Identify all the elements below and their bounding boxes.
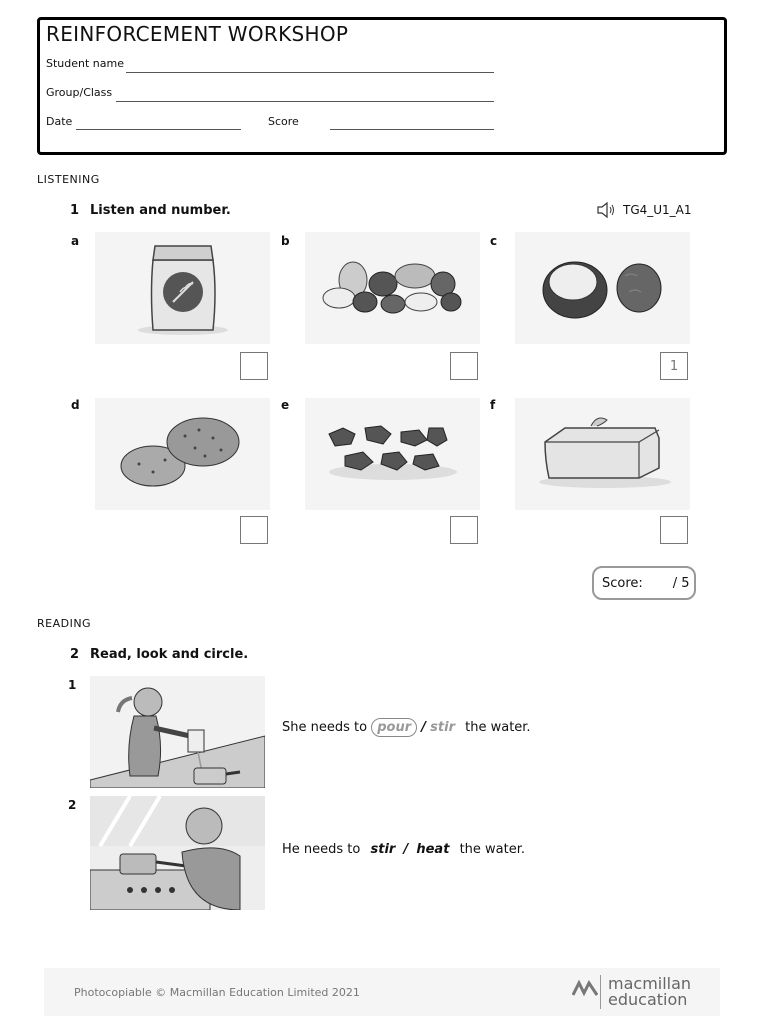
- group-class-field[interactable]: [116, 101, 494, 102]
- reading-item-1-number: 1: [68, 678, 77, 692]
- dried-fruit-image: [305, 398, 480, 510]
- question-2-number: 2: [70, 647, 80, 662]
- logo-line-2: education: [608, 990, 688, 1009]
- coconut-image: [515, 232, 690, 344]
- item-d-letter: d: [71, 398, 80, 412]
- student-name-label: Student name: [46, 57, 124, 70]
- logo-line-1: macmillan: [608, 974, 692, 993]
- item-f-letter: f: [490, 398, 496, 412]
- item-a-answer-box[interactable]: [240, 352, 268, 380]
- reading-item-1-sentence: [282, 720, 531, 735]
- item-b-answer-box[interactable]: [450, 352, 478, 380]
- speaker-icon[interactable]: [596, 200, 618, 220]
- copyright-text: Photocopiable © Macmillan Education Limited 2021: [74, 986, 360, 999]
- score-field[interactable]: [330, 129, 494, 130]
- reading-item-1-before: She needs to: [282, 720, 368, 735]
- date-label: Date: [46, 115, 73, 128]
- question-1-number: 1: [70, 203, 80, 218]
- listening-score-label: Score:: [602, 575, 643, 591]
- reading-item-2-number: 2: [68, 798, 77, 812]
- flour-bag-image: [95, 232, 270, 344]
- boy-heating-water-image: [90, 796, 265, 910]
- cookies-image: [95, 398, 270, 510]
- nuts-image: [305, 232, 480, 344]
- reading-item-2-after: the water.: [459, 842, 526, 857]
- listening-score-total: / 5: [672, 575, 690, 591]
- item-c-letter: c: [490, 234, 498, 248]
- question-1-title: Listen and number.: [90, 203, 231, 218]
- reading-item-2-before: He needs to: [282, 842, 361, 857]
- reading-item-2-option-stir[interactable]: stir: [370, 842, 396, 857]
- date-field[interactable]: [76, 129, 241, 130]
- listening-section-label: LISTENING: [37, 173, 100, 186]
- question-2-title: Read, look and circle.: [90, 647, 249, 662]
- item-a-letter: a: [71, 234, 80, 248]
- worksheet-title: REINFORCEMENT WORKSHOP: [46, 22, 349, 46]
- item-b-letter: b: [281, 234, 290, 248]
- item-d-answer-box[interactable]: [240, 516, 268, 544]
- publisher-logo-text: [608, 976, 691, 1008]
- reading-item-1-option-stir[interactable]: stir: [430, 720, 455, 735]
- reading-item-1-option-pour-circled[interactable]: pour: [371, 718, 417, 737]
- audio-track-id: TG4_U1_A1: [623, 203, 692, 217]
- reading-item-2-separator: /: [403, 842, 409, 857]
- reading-section-label: READING: [37, 617, 92, 630]
- student-name-field[interactable]: [126, 72, 494, 73]
- macmillan-logo-icon: [572, 978, 598, 998]
- listening-score-box: [592, 566, 696, 600]
- group-class-label: Group/Class: [46, 86, 113, 99]
- item-e-letter: e: [281, 398, 290, 412]
- reading-item-2-sentence: [282, 842, 525, 857]
- reading-item-1-separator: /: [421, 720, 427, 735]
- reading-item-2-option-heat[interactable]: heat: [416, 842, 450, 857]
- girl-pouring-water-image: [90, 676, 265, 788]
- item-e-answer-box[interactable]: [450, 516, 478, 544]
- item-f-answer-box[interactable]: [660, 516, 688, 544]
- logo-divider: [600, 975, 601, 1009]
- reading-item-1-after: the water.: [465, 720, 531, 735]
- score-label: Score: [268, 115, 299, 128]
- butter-image: [515, 398, 690, 510]
- item-c-answer-box[interactable]: 1: [660, 352, 688, 380]
